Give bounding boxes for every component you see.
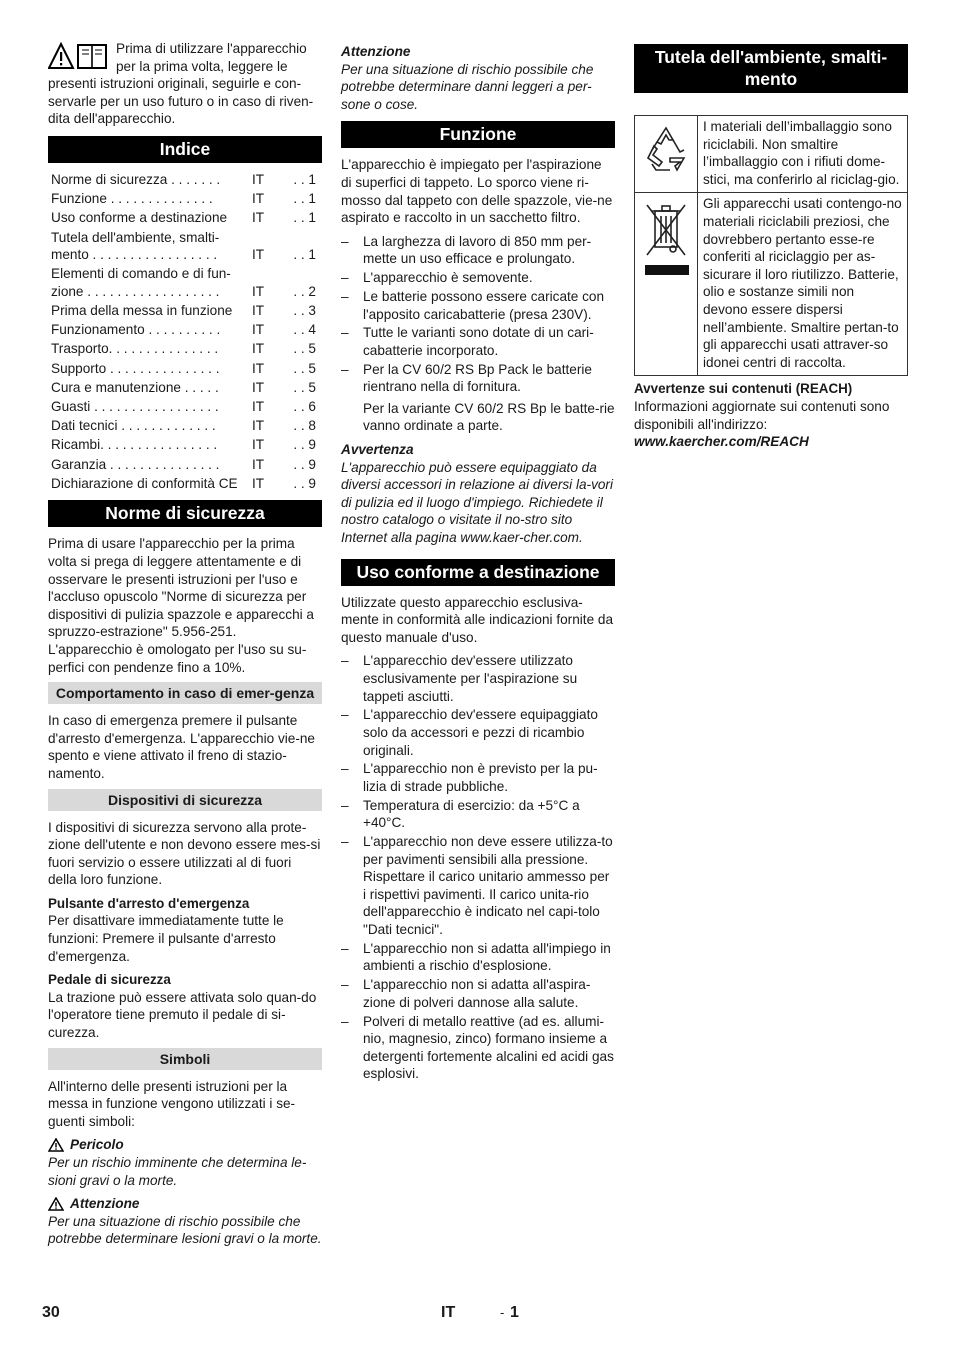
environment-heading: Tutela dell'ambiente, smalti-mento <box>634 44 908 93</box>
list-item: – L'apparecchio dev'essere equipaggiato solo da accessori e pezzi di ricambio originali. <box>341 706 615 759</box>
caution-text: Per una situazione di rischio possibile che potrebbe determinare danni leggeri a per-sone o cose. <box>341 61 594 112</box>
toc-language: IT <box>252 456 265 472</box>
emergency-text: In caso di emergenza premere il pulsante d'arresto d'emergenza. L'apparecchio vie-ne spento e viene attivato il freno di stazio-namento. <box>48 713 315 781</box>
toc-language: IT <box>252 322 265 338</box>
notice-label: Avvertenza <box>341 442 414 458</box>
toc-language: IT <box>252 341 265 357</box>
toc-page: . . 9 <box>293 456 316 472</box>
toc-language: IT <box>252 210 265 226</box>
old-devices-text: Gli apparecchi usati contengo-no materiali riciclabili preziosi, che dovrebbero pertanto esse-re conferiti al riciclaggio per as-sicurare il loro riutilizzo. Batterie, olio e sostanze simili non devono essere dispersi nell’ambiente. Smaltire pertan-to gli apparecchi usati attraver-so idonei centri di raccolta. <box>698 193 908 376</box>
toc-title: Trasporto. . . . . . . . . . . . . . . <box>51 341 219 357</box>
list-item: – Temperatura di esercizio: da +5°C a +40°C. <box>341 797 615 832</box>
toc-language: IT <box>252 418 265 434</box>
notice-text: L'apparecchio può essere equipaggiato da diversi accessori in relazione ai diversi la-vori di pulizia ed il luogo d'impiego. Richiedete il nostro catalogo o visitate il no-stro sito Internet alla pagina www.kaer-cher.com. <box>341 459 613 545</box>
index-heading: Indice <box>48 136 322 163</box>
toc-page: . . 2 <box>293 283 316 299</box>
toc-language: IT <box>252 171 265 187</box>
safety-pedal-heading: Pedale di sicurezza <box>48 972 171 988</box>
column-right <box>634 40 908 451</box>
crossed-bin-icon <box>641 199 691 279</box>
toc-title: Uso conforme a destinazione <box>51 210 228 226</box>
toc-page: . . 1 <box>293 210 316 226</box>
safety-paragraph <box>48 535 322 676</box>
toc-page: . . 5 <box>293 379 316 395</box>
toc-language: IT <box>252 379 265 395</box>
danger-text: Per un rischio imminente che determina le-sioni gravi o la morte. <box>48 1155 307 1188</box>
safety-heading: Norme di sicurezza <box>48 500 322 527</box>
list-item: – Polveri di metallo reattive (ad es. allumi-nio, magnesio, zinco) formano insieme a detergenti fortemente alcalini ed acidi gas esplosivi. <box>341 1013 615 1083</box>
column-middle <box>341 40 615 1087</box>
list-item: – Tutte le varianti sono dotate di un cari-cabatterie incorporato. <box>341 324 615 359</box>
warning-triangle-icon <box>48 1138 64 1152</box>
toc-page: . . 9 <box>293 475 316 491</box>
list-item: – L'apparecchio non si adatta all'impiego in ambienti a rischio d'esplosione. <box>341 940 615 975</box>
table-row <box>635 116 908 193</box>
danger-row <box>48 1136 322 1154</box>
section-page: 1 <box>510 1304 519 1321</box>
intended-use-text: Utilizzate questo apparecchio esclusiva-mente in conformità alle indicazioni fornite da questo manuale d'uso. <box>341 594 614 645</box>
toc-language: IT <box>252 437 265 453</box>
list-item: – La larghezza di lavoro di 850 mm per-mette un uso efficace e prolungato. <box>341 233 615 268</box>
reach-text: Informazioni aggiornate sui contenuti sono disponibili all'indirizzo: <box>634 398 890 432</box>
toc-language: IT <box>252 247 265 263</box>
toc-entry[interactable] <box>48 360 322 378</box>
toc-entry[interactable] <box>48 321 322 339</box>
recycling-cell <box>635 116 698 193</box>
packaging-text: I materiali dell’imballaggio sono riciclabili. Non smaltire l’imballaggio con i rifiuti dome-stici, ma conferirlo al riciclag-gio. <box>698 116 908 193</box>
toc-entry[interactable] <box>48 417 322 435</box>
environment-table <box>634 115 908 376</box>
reach-heading: Avvertenze sui contenuti (REACH) <box>634 381 853 397</box>
toc-title: Funzionamento . . . . . . . . . . <box>51 322 221 338</box>
warning-label: Attenzione <box>70 1196 140 1212</box>
toc-title: Elementi di comando e di fun- zione . . . . . . . . . . . . . . . . . . <box>51 266 231 299</box>
toc-title: Tutela dell'ambiente, smalti- mento . . . . . . . . . . . . . . . . . <box>51 229 220 263</box>
function-list <box>341 233 615 396</box>
toc-title: Norme di sicurezza . . . . . . . <box>51 171 221 187</box>
list-item: – L'apparecchio dev'essere utilizzato esclusivamente per l'aspirazione su tappeti asciutti. <box>341 652 615 705</box>
toc-page: . . 8 <box>293 418 316 434</box>
list-item: – Per la CV 60/2 RS Bp Pack le batterie rientrano nella di fornitura. <box>341 361 615 396</box>
toc-entry[interactable] <box>48 171 322 189</box>
toc-page: . . 6 <box>293 399 316 415</box>
toc-language: IT <box>252 399 265 415</box>
toc-title: Supporto . . . . . . . . . . . . . . . <box>51 360 220 376</box>
intended-use-heading: Uso conforme a destinazione <box>341 559 615 586</box>
warning-triangle-icon <box>48 1197 64 1211</box>
emergency-heading: Comportamento in caso di emer-genza <box>48 682 322 704</box>
safety-pedal-text: La trazione può essere attivata solo quan-do l'operatore tiene premuto il pedale di si-curezza. <box>48 989 317 1041</box>
function-heading: Funzione <box>341 121 615 148</box>
toc-title: Cura e manutenzione . . . . . <box>51 379 219 395</box>
toc-language: IT <box>252 360 265 376</box>
toc-entry[interactable] <box>48 209 322 227</box>
intended-use-list <box>341 652 615 1083</box>
warning-and-manual-icon <box>48 42 110 72</box>
toc-entry[interactable] <box>48 190 322 208</box>
toc-entry[interactable] <box>48 456 322 474</box>
toc-page: . . 1 <box>293 171 316 187</box>
emergency-stop-text: Per disattivare immediatamente tutte le funzioni: Premere il pulsante d'arresto d'emergenza. <box>48 913 284 964</box>
toc-title: Funzione . . . . . . . . . . . . . . <box>51 191 213 207</box>
safety-text-2: L'apparecchio è omologato per l'uso su su-perfici con pendenze fino a 10%. <box>48 641 307 675</box>
toc-entry[interactable] <box>48 302 322 320</box>
toc-page: . . 4 <box>293 322 316 338</box>
toc-page: . . 9 <box>293 437 316 453</box>
toc-entry[interactable] <box>48 398 322 416</box>
list-item: – L'apparecchio non è previsto per la pu-lizia di strade pubbliche. <box>341 760 615 795</box>
toc-page: . . 5 <box>293 360 316 376</box>
toc-page: . . 3 <box>293 303 316 319</box>
toc-page: . . 1 <box>293 191 316 207</box>
toc-entry[interactable] <box>48 436 322 454</box>
page-number: 30 <box>42 1304 60 1321</box>
toc-language: IT <box>252 475 265 491</box>
column-left <box>48 40 322 1254</box>
toc-page: . . 5 <box>293 341 316 357</box>
toc-title: Garanzia . . . . . . . . . . . . . . . <box>51 456 220 472</box>
function-extra-text: Per la variante CV 60/2 RS Bp le batte-rie vanno ordinate a parte. <box>363 400 615 434</box>
warning-text: Per una situazione di rischio possibile che potrebbe determinare lesioni gravi o la morte. <box>48 1213 322 1247</box>
intro-block <box>48 40 322 128</box>
caution-label: Attenzione <box>341 44 411 59</box>
toc-title: Guasti . . . . . . . . . . . . . . . . . <box>51 399 219 415</box>
table-of-contents <box>48 171 322 492</box>
toc-entry[interactable] <box>48 229 322 264</box>
safety-devices-text: I dispositivi di sicurezza servono alla prote-zione dell'utente e non devono essere mes-si fuori servizio o essere utilizzati al di fuori della loro funzione. <box>48 819 321 888</box>
recycling-icon <box>640 122 692 178</box>
toc-title: Prima della messa in funzione <box>51 303 233 319</box>
toc-language: IT <box>252 303 265 319</box>
symbols-heading: Simboli <box>48 1048 322 1070</box>
toc-title: Dichiarazione di conformità CE <box>51 475 238 491</box>
safety-text-1: Prima di usare l'apparecchio per la prima volta si prega di leggere attentamente e di osservare le presenti istruzioni per l'uso e l'accluso opuscolo "Norme di sicurezza per dispositivi di pulizia spazzole e apparecchi a spruzzo-estrazione" 5.956-251. <box>48 536 314 640</box>
list-item: – L'apparecchio non si adatta all'aspira-zione di polveri dannose alla salute. <box>341 976 615 1011</box>
list-item: – Le batterie possono essere caricate con l'apposito caricabatterie (presa 230V). <box>341 288 615 323</box>
toc-title: Dati tecnici . . . . . . . . . . . . . <box>51 418 216 434</box>
toc-entry[interactable] <box>48 379 322 397</box>
toc-entry[interactable] <box>48 265 322 300</box>
toc-language: IT <box>252 283 265 299</box>
disposal-cell <box>635 193 698 376</box>
emergency-stop-heading: Pulsante d'arresto d'emergenza <box>48 895 250 911</box>
toc-title: Ricambi. . . . . . . . . . . . . . . . <box>51 437 218 453</box>
table-row <box>635 193 908 376</box>
language-code: IT <box>441 1304 456 1321</box>
toc-language: IT <box>252 191 265 207</box>
danger-label: Pericolo <box>70 1137 124 1153</box>
function-text: L'apparecchio è impiegato per l'aspirazione di superfici di tappeto. Lo sporco viene ri-mosso dal tappeto con delle spazzole, vie-ne aspirato e raccolto in un sacchetto filtro. <box>341 157 613 226</box>
intro-text: Prima di utilizzare l'apparecchio per la prima volta, leggere le presenti istruzioni originali, seguirle e con-servarle per un uso futuro o in caso di riven-dita dell'apparecchio. <box>48 41 314 127</box>
symbols-text: All'interno delle presenti istruzioni per la messa in funzione vengono utilizzati i se-guenti simboli: <box>48 1078 296 1129</box>
toc-page: . . 1 <box>293 247 316 263</box>
safety-devices-heading: Dispositivi di sicurezza <box>48 789 322 811</box>
list-item: – L'apparecchio non deve essere utilizza-to per pavimenti sensibili alla pressione. Rispettare il carico unitario ammesso per i rispettivi pavimenti. Il carico unita-rio dell'apparecchio è indicato nel capi-tolo "Dati tecnici". <box>341 833 615 939</box>
toc-entry[interactable] <box>48 475 322 493</box>
toc-entry[interactable] <box>48 340 322 358</box>
warning-row <box>48 1195 322 1213</box>
footer-dash: - <box>500 1305 505 1320</box>
list-item: – L'apparecchio è semovente. <box>341 269 615 287</box>
reach-link[interactable]: www.kaercher.com/REACH <box>634 434 809 450</box>
